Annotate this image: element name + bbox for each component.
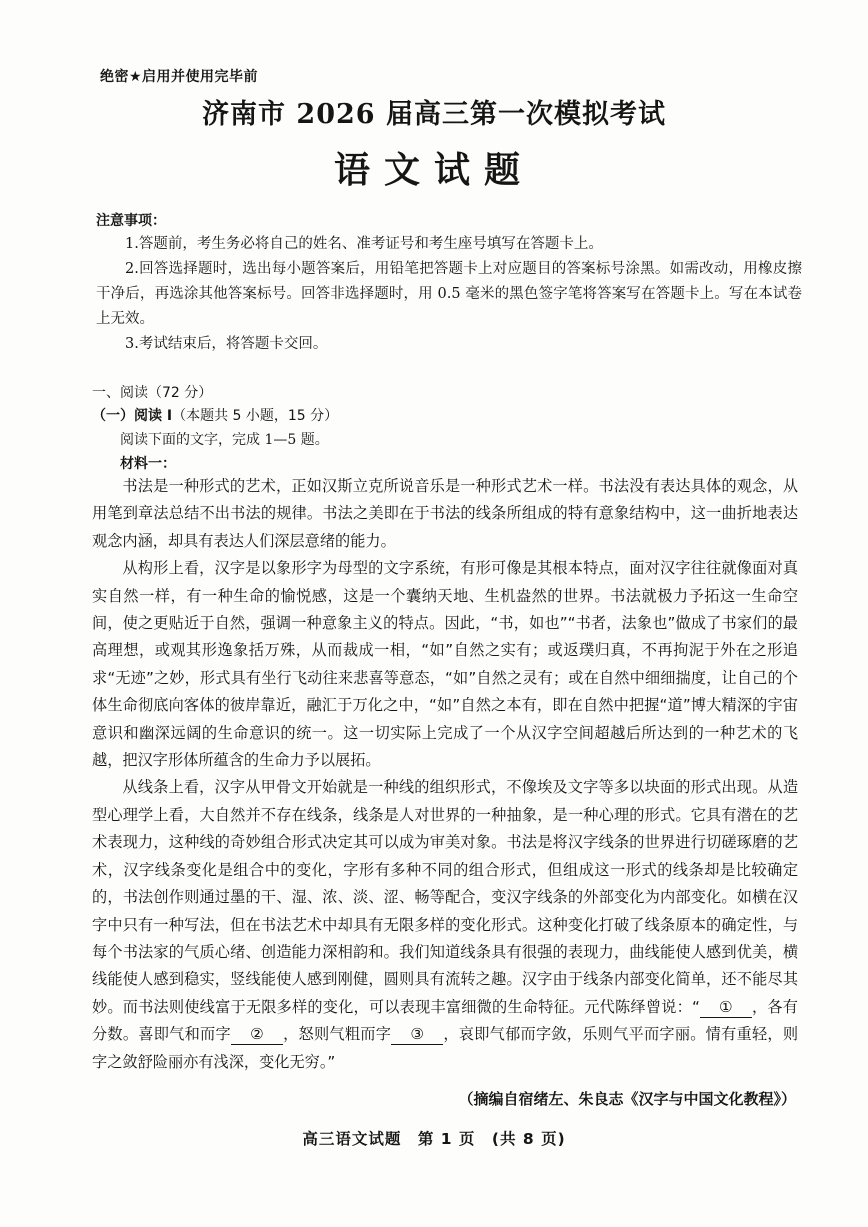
note-item: 3.考试结束后，将答题卡交回。 (125, 336, 328, 352)
paragraph-text: ，各有分数。喜即气和而字 (92, 997, 798, 1044)
note-item: 1.答题前，考生务必将自己的姓名、准考证号和考生座号填写在答题卡上。 (125, 236, 603, 252)
fill-blank-3: ③ (391, 1024, 443, 1045)
notes-title: 注意事项： (96, 213, 166, 229)
page-footer: 高三语文试题 第 1 页 (共 8 页) (302, 1130, 566, 1148)
fill-blank-2: ② (231, 1024, 283, 1045)
exam-title: 济南市 2026 届高三第一次模拟考试 (202, 99, 666, 130)
passage-paragraph: 从构形上看，汉字是以象形字为母型的文字系统，有形可像是其根本特点，面对汉字往往就像面对真实自然一样，有一种生命的愉悦感，这是一个囊纳天地、生机盎然的世界。书法就极力予拓这一生命空间，使之更贴近于自然，强调一种意象主义的特点。因此，“书，如也”“书者，法象也”做成了书家们的最高理想，或观其形逸象括万殊，从而裁成一相，“如”自然之实有；或返璞归真，不再拘泥于外在之形追求“无迹”之妙，形式具有坐行飞动往来悲喜等意态，“如”自然之灵有；或在自然中细细揣度，让自己的个体生命彻底向客体的彼岸靠近，融汇于万化之中，“如”自然之本有，即在自然中把握“道”博大精深的宇宙意识和幽深远阔的生命意识的统一。这一切实际上完成了一个从汉字空间超越后所达到的一种艺术的飞越，把汉字形体所蕴含的生命力予以展拓。 (92, 559, 798, 770)
subsection-heading (92, 405, 338, 425)
passage-paragraph: 书法是一种形式的艺术，正如汉斯立克所说音乐是一种形式艺术一样。书法没有表达具体的观念，从用笔到章法总结不出书法的规律。书法之美即在于书法的线条所组成的特有意象结构中，这一曲折地表达观念内涵，却具有表达人们深层意绪的能力。 (92, 477, 798, 550)
reading-passage (92, 473, 798, 1076)
paragraph-text: ，哀即气郁而字敛，乐则气平而字丽。情有重轻，则字之敛舒险丽亦有浅深，变化无穷。” (92, 1025, 799, 1071)
passage-paragraph (92, 774, 798, 1075)
notes-list (96, 232, 802, 357)
subsection-detail: （本题共 5 小题，15 分） (172, 408, 339, 424)
section-heading: 一、阅读（72 分） (92, 385, 213, 401)
paragraph-text: 从线条上看，汉字从甲骨文开始就是一种线的组织形式，不像埃及文字等多以块面的形式出现。从造型心理学上看，大自然并不存在线条，线条是人对世界的一种抽象，是一种心理的形式。它具有潜在的艺术表现力，这种线的奇妙组合形式决定其可以成为审美对象。书法是将汉字线条的世界进行切磋琢磨的艺术，汉字线条变化是组合中的变化，字形有多种不同的组合形式，但组成这一形式的线条却是比较确定的，书法创作则通过墨的干、湿、浓、淡、涩、畅等配合，变汉字线条的外部变化为内部变化。如横在汉字中只有一种写法，但在书法艺术中却具有无限多样的变化形式。这种变化打破了线条原本的确定性，与每个书法家的气质心绪、创造能力深相韵和。我们知道线条具有很强的表现力，曲线能使人感到优美，横线能使人感到稳实，竖线能使人感到刚健，圆则具有流转之趣。汉字由于线条内部变化简单，还不能尽其妙。而书法则使线富于无限多样的变化，可以表现丰富细微的生命特征。元代陈绎曾说：“ (92, 778, 798, 1016)
subsection-label: （一）阅读 Ⅰ (92, 408, 173, 424)
subject-title: 语文试题 (333, 149, 534, 191)
confidential-mark: 绝密★启用并使用完毕前 (100, 69, 259, 85)
passage-source: （摘编自宿绪左、朱良志《汉字与中国文化教程》） (458, 1090, 796, 1108)
reading-instruction: 阅读下面的文字，完成 1—5 题。 (120, 432, 329, 448)
paragraph-text: ，怒则气粗而字 (282, 1025, 392, 1044)
fill-blank-1: ① (700, 997, 752, 1018)
note-item: 2.回答选择题时，选出每小题答案后，用铅笔把答题卡上对应题目的答案标号涂黑。如需改动，用橡皮擦干净后，再选涂其他答案标号。回答非选择题时，用 0.5 毫米的黑色签字笔将答案写在答题卡上。写在本试卷上无效。 (96, 261, 802, 327)
material-label: 材料一： (120, 456, 176, 472)
